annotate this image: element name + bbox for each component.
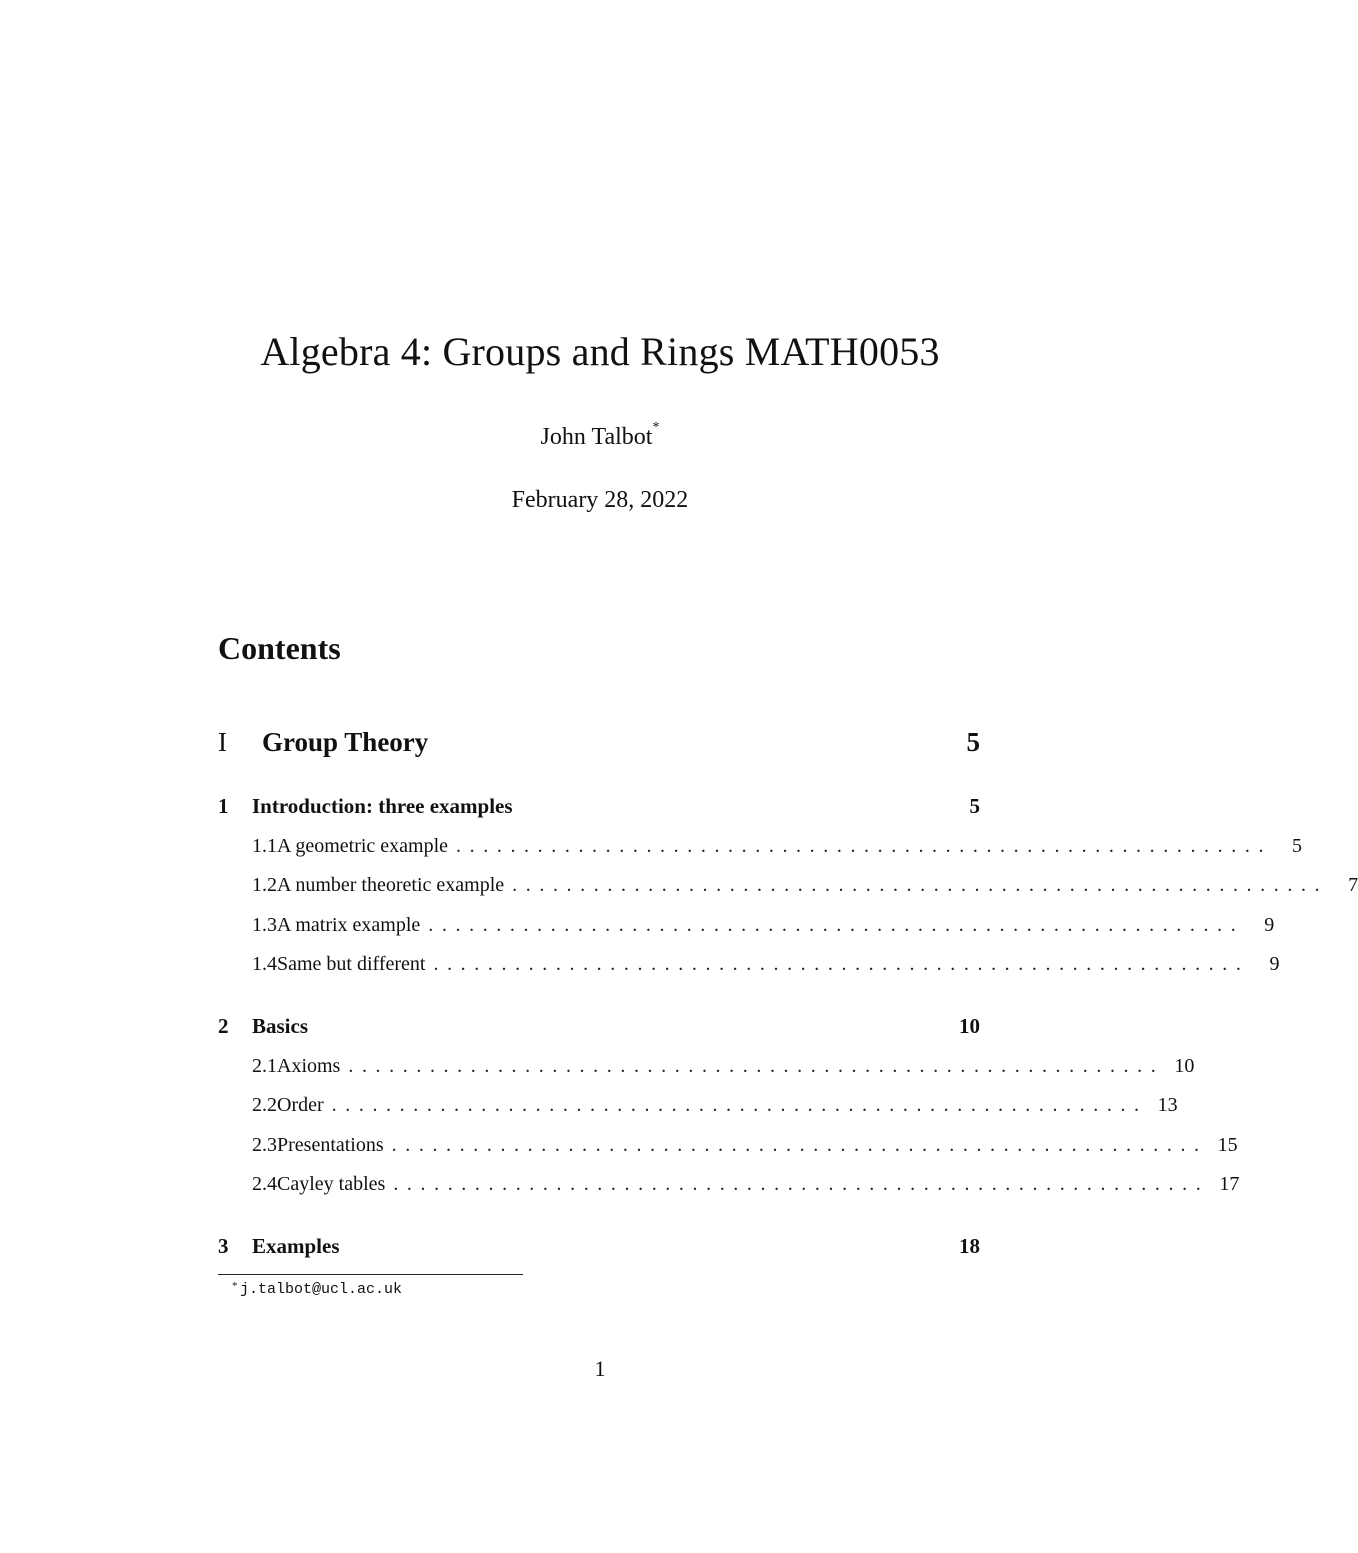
- toc-subsection-title: Presentations: [277, 1134, 384, 1156]
- toc-section-page: 18: [959, 1234, 980, 1258]
- toc-subsection-page: 5: [1292, 835, 1303, 857]
- toc-subsection-title: Cayley tables: [277, 1173, 386, 1195]
- toc-subsection-page: 17: [1219, 1173, 1240, 1195]
- toc-section-number: 3: [218, 1234, 229, 1258]
- toc-section-page: 10: [959, 1014, 980, 1038]
- footnote-mark: *: [232, 1280, 238, 1292]
- toc-part-title: Group Theory: [262, 727, 429, 757]
- toc-subsection-number: 2.4: [252, 1173, 277, 1195]
- toc-section-title: Examples: [252, 1234, 340, 1258]
- document-date: February 28, 2022: [511, 487, 689, 513]
- toc-subsection-row[interactable]: [252, 835, 1303, 858]
- toc-section-page: 5: [969, 794, 980, 818]
- toc-subsection-number: 2.3: [252, 1134, 277, 1156]
- author-line: [0, 420, 1200, 451]
- toc-subsection-row[interactable]: [252, 1173, 1240, 1196]
- toc-subsection-number: 1.2: [252, 874, 277, 896]
- toc-dot-leader: ............................................................: [348, 1055, 1165, 1077]
- contents-heading: Contents: [218, 630, 341, 666]
- footnote-email: j.talbot@ucl.ac.uk: [240, 1281, 403, 1298]
- toc-subsection-page: 15: [1217, 1134, 1238, 1156]
- toc-subsection-title: A matrix example: [277, 914, 421, 936]
- toc-subsection-row[interactable]: [252, 914, 1275, 937]
- author-name: John Talbot: [540, 424, 653, 450]
- toc-dot-leader: ............................................................: [393, 1173, 1210, 1195]
- toc-subsection-row[interactable]: [252, 1134, 1238, 1157]
- toc-section-row[interactable]: [218, 1014, 980, 1039]
- toc-dot-leader: ............................................................: [428, 914, 1245, 936]
- toc-part-page: 5: [966, 727, 980, 757]
- toc-subsection-title: A number theoretic example: [277, 874, 505, 896]
- toc-subsection-row[interactable]: [252, 874, 1358, 897]
- toc-dot-leader: ............................................................: [331, 1094, 1148, 1116]
- toc-subsection-number: 1.4: [252, 953, 277, 975]
- toc-subsection-page: 9: [1264, 914, 1275, 936]
- toc-subsection-page: 13: [1157, 1094, 1178, 1116]
- toc-section-number: 2: [218, 1014, 229, 1038]
- toc-subsection-number: 1.3: [252, 914, 277, 936]
- toc-subsection-number: 2.2: [252, 1094, 277, 1116]
- author-footnote-mark: *: [652, 420, 660, 435]
- toc-subsection-title: Order: [277, 1094, 324, 1116]
- toc-subsection-row[interactable]: [252, 1055, 1195, 1078]
- toc-dot-leader: ............................................................: [391, 1134, 1208, 1156]
- toc-section-title: Basics: [252, 1014, 309, 1038]
- toc-subsection-row[interactable]: [252, 1094, 1178, 1117]
- toc-dot-leader: ............................................................: [433, 953, 1250, 975]
- toc-subsection-page: 10: [1174, 1055, 1195, 1077]
- document-title: Algebra 4: Groups and Rings MATH0053: [260, 329, 940, 374]
- toc-part-row[interactable]: [218, 727, 980, 758]
- toc-dot-leader: ............................................................: [456, 835, 1273, 857]
- toc-subsection-page: 7: [1348, 874, 1358, 896]
- page-number: 1: [594, 1356, 606, 1381]
- toc-part-number: I: [218, 727, 227, 757]
- toc-subsection-page: 9: [1269, 953, 1280, 975]
- toc-section-row[interactable]: [218, 794, 980, 819]
- toc-section-title: Introduction: three examples: [252, 794, 513, 818]
- toc-subsection-number: 1.1: [252, 835, 277, 857]
- toc-subsection-row[interactable]: [252, 953, 1280, 976]
- footnote-rule: [218, 1274, 523, 1275]
- toc-subsection-number: 2.1: [252, 1055, 277, 1077]
- toc-subsection-title: A geometric example: [277, 835, 449, 857]
- toc-section-row[interactable]: [218, 1234, 980, 1259]
- toc-dot-leader: ............................................................: [512, 874, 1329, 896]
- toc-subsection-title: Same but different: [277, 953, 426, 975]
- toc-section-number: 1: [218, 794, 229, 818]
- toc-subsection-title: Axioms: [277, 1055, 341, 1077]
